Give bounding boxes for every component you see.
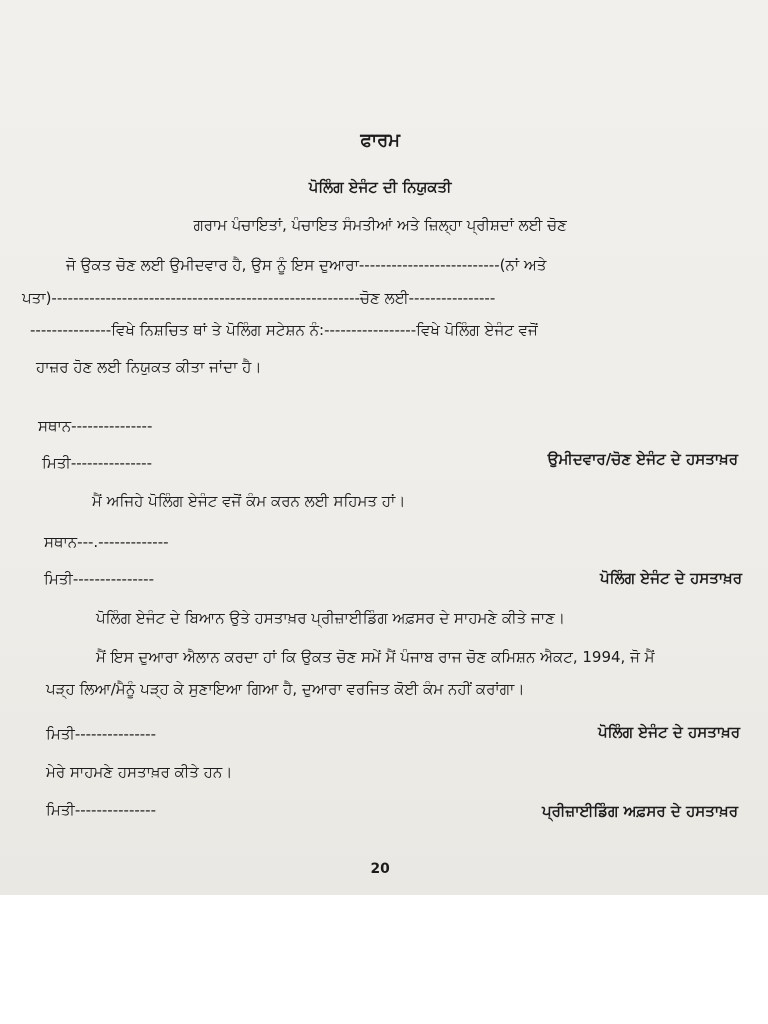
place-field: ਸਥਾਨ---.------------- [44, 533, 169, 551]
date-field: ਮਿਤੀ--------------- [42, 454, 153, 472]
date-field: ਮਿਤੀ--------------- [44, 570, 155, 588]
consent-statement: ਮੈਂ ਅਜਿਹੇ ਪੋਲਿੰਗ ਏਜੰਟ ਵਜੋਂ ਕੰਮ ਕਰਨ ਲਈ ਸਹਿਮਤ ਹਾਂ। [92, 492, 406, 510]
place-field: ਸਥਾਨ--------------- [38, 417, 153, 435]
date-field: ਮਿਤੀ--------------- [46, 801, 157, 819]
declaration-intro: ਪੋਲਿੰਗ ਏਜੰਟ ਦੇ ਬਿਆਨ ਉਤੇ ਹਸਤਾਖ਼ਰ ਪ੍ਰੀਜ਼ਾਈਡਿੰਗ ਅਫ਼ਸਰ ਦੇ ਸਾਹਮਣੇ ਕੀਤੇ ਜਾਣ। [96, 609, 566, 627]
declaration-line-2: ਪੜ੍ਹ ਲਿਆ/ਮੈਨੂੰ ਪੜ੍ਹ ਕੇ ਸੁਣਾਇਆ ਗਿਆ ਹੈ, ਦੁਆਰਾ ਵਰਜਿਤ ਕੋਈ ਕੰਮ ਨਹੀਂ ਕਰਾਂਗਾ। [46, 680, 525, 698]
election-heading: ਗਰਾਮ ਪੰਚਾਇਤਾਂ, ਪੰਚਾਇਤ ਸੰਮਤੀਆਂ ਅਤੇ ਜ਼ਿਲ੍ਹਾ ਪ੍ਰੀਸ਼ਦਾਂ ਲਈ ਚੋਣ [193, 216, 567, 234]
candidate-signature-label: ਉਮੀਦਵਾਰ/ਚੋਣ ਏਜੰਟ ਦੇ ਹਸਤਾਖ਼ਰ [547, 450, 738, 468]
witness-statement: ਮੇਰੇ ਸਾਹਮਣੇ ਹਸਤਾਖ਼ਰ ਕੀਤੇ ਹਨ। [46, 763, 233, 781]
appointment-line-3: ---------------ਵਿਖੇ ਨਿਸ਼ਚਿਤ ਥਾਂ ਤੇ ਪੋਲਿੰਗ ਸਟੇਸ਼ਨ ਨੰ:-----------------ਵਿਖੇ ਪੋਲਿੰਗ ਏਜੰਟ ਵਜੋਂ [30, 321, 538, 339]
form-subtitle: ਪੋਲਿੰਗ ਏਜੰਟ ਦੀ ਨਿਯੁਕਤੀ [308, 178, 452, 196]
appointment-line-4: ਹਾਜ਼ਰ ਹੋਣ ਲਈ ਨਿਯੁਕਤ ਕੀਤਾ ਜਾਂਦਾ ਹੈ। [36, 358, 262, 376]
page-number: 20 [370, 861, 390, 877]
form-title: ਫਾਰਮ [360, 130, 400, 151]
declaration-line-1: ਮੈਂ ਇਸ ਦੁਆਰਾ ਐਲਾਨ ਕਰਦਾ ਹਾਂ ਕਿ ਉਕਤ ਚੋਣ ਸਮੇਂ ਮੈਂ ਪੰਜਾਬ ਰਾਜ ਚੋਣ ਕਮਿਸ਼ਨ ਐਕਟ, 1994, ਜੋ ਮੈਂ [96, 648, 655, 666]
polling-agent-signature-label: ਪੋਲਿੰਗ ਏਜੰਟ ਦੇ ਹਸਤਾਖ਼ਰ [600, 569, 742, 587]
date-field: ਮਿਤੀ--------------- [46, 725, 157, 743]
presiding-officer-signature-label: ਪ੍ਰੀਜ਼ਾਈਡਿੰਗ ਅਫ਼ਸਰ ਦੇ ਹਸਤਾਖ਼ਰ [541, 802, 738, 820]
appointment-line-1: ਜੋ ਉਕਤ ਚੋਣ ਲਈ ਉਮੀਦਵਾਰ ਹੈ, ਉਸ ਨੂੰ ਇਸ ਦੁਆਰਾ--------------------------(ਨਾਂ ਅਤੇ [66, 256, 547, 274]
polling-agent-signature-label: ਪੋਲਿੰਗ ਏਜੰਟ ਦੇ ਹਸਤਾਖ਼ਰ [598, 723, 740, 741]
appointment-line-2: ਪਤਾ)---------------------------------------------------------ਚੋਣ ਲਈ---------------- [22, 289, 496, 307]
